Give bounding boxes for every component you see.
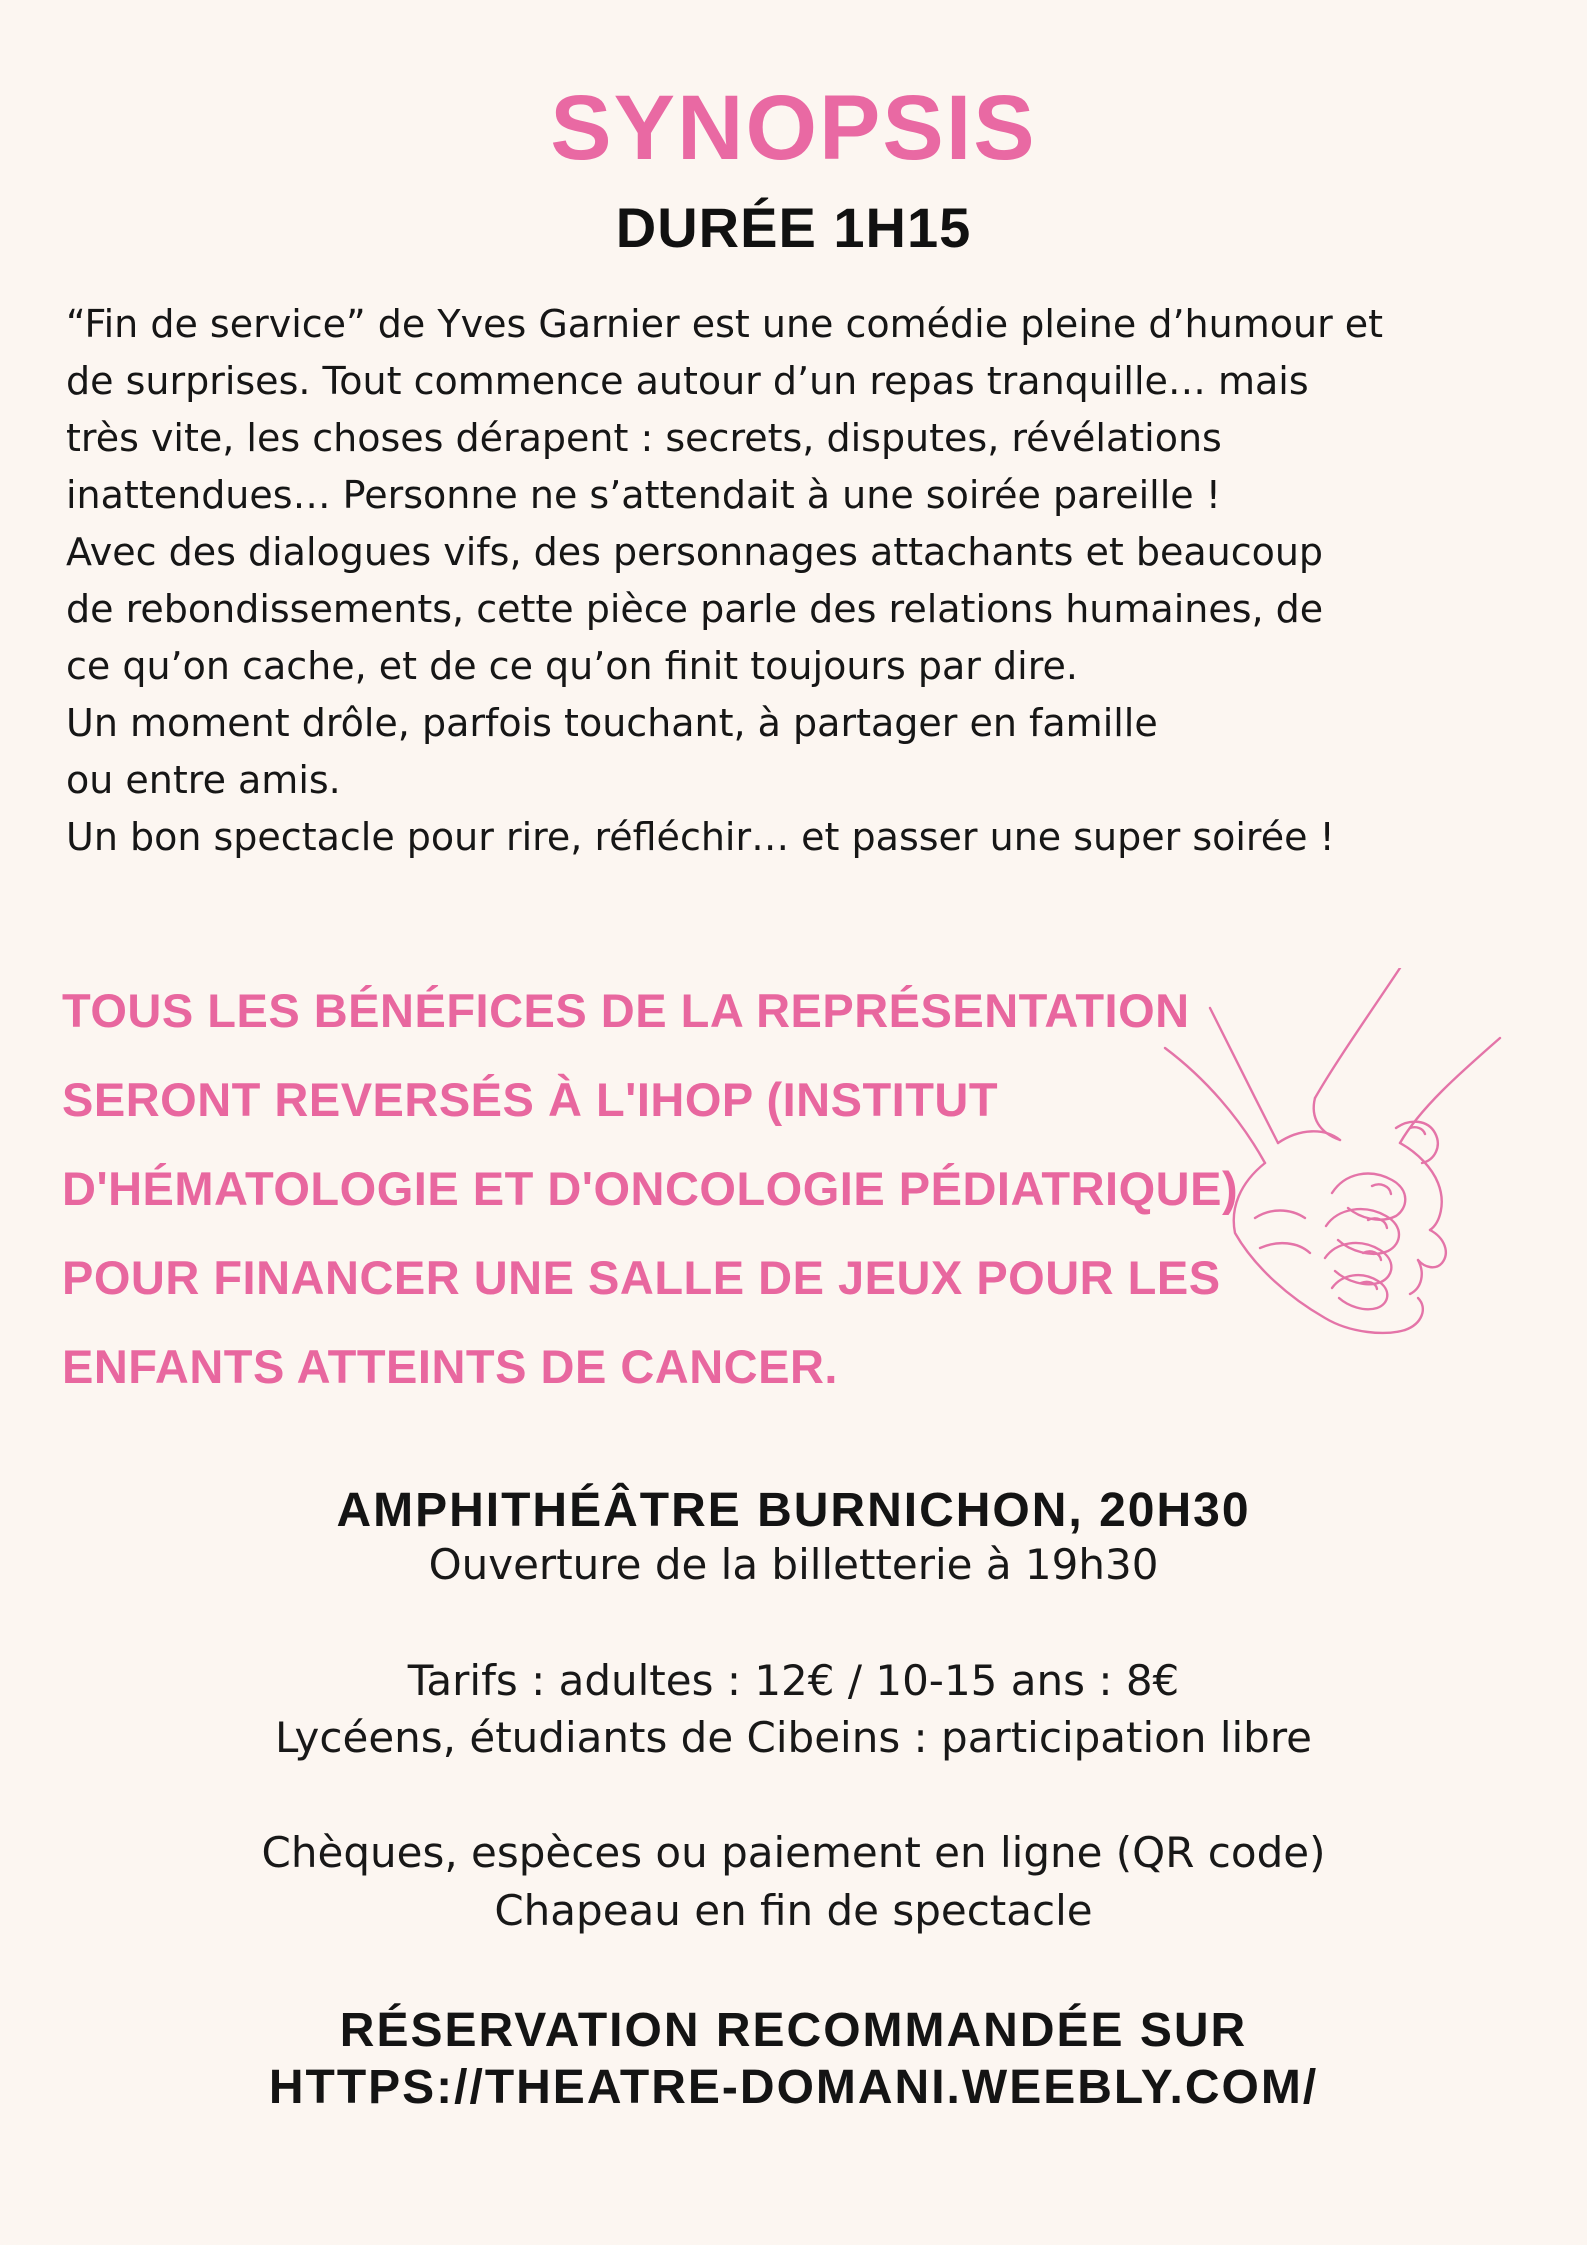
duration-subtitle: DURÉE 1H15: [615, 196, 972, 259]
synopsis-line: de rebondissements, cette pièce parle des relations humaines, de: [66, 587, 1324, 631]
synopsis-line: Un bon spectacle pour rire, réfléchir… et passer une super soirée !: [66, 815, 1335, 859]
payment-hat: Chapeau en fin de spectacle: [494, 1886, 1093, 1935]
venue-location: AMPHITHÉÂTRE BURNICHON, 20H30: [336, 1484, 1251, 1537]
synopsis-line: Avec des dialogues vifs, des personnages attachants et beaucoup: [66, 530, 1324, 574]
reservation-url[interactable]: HTTPS://THEATRE-DOMANI.WEEBLY.COM/: [268, 2061, 1319, 2114]
benefits-line: D'HÉMATOLOGIE ET D'ONCOLOGIE PÉDIATRIQUE): [62, 1162, 1239, 1215]
holding-hands-icon: [1160, 968, 1510, 1368]
benefits-line: POUR FINANCER UNE SALLE DE JEUX POUR LES: [62, 1251, 1221, 1304]
synopsis-line: Un moment drôle, parfois touchant, à partager en famille: [66, 701, 1158, 745]
synopsis-line: très vite, les choses dérapent : secrets, disputes, révélations: [66, 416, 1222, 460]
ticket-opening: Ouverture de la billetterie à 19h30: [428, 1540, 1159, 1589]
synopsis-line: “Fin de service” de Yves Garnier est une comédie pleine d’humour et: [66, 302, 1384, 346]
pricing-students: Lycéens, étudiants de Cibeins : participation libre: [275, 1713, 1312, 1762]
payment-methods: Chèques, espèces ou paiement en ligne (QR code): [261, 1828, 1326, 1877]
benefits-statement: [62, 966, 1239, 1411]
synopsis-text: [66, 296, 1536, 866]
synopsis-line: ou entre amis.: [66, 758, 341, 802]
synopsis-line: de surprises. Tout commence autour d’un repas tranquille… mais: [66, 359, 1309, 403]
pricing-adults: Tarifs : adultes : 12€ / 10-15 ans : 8€: [407, 1656, 1180, 1705]
page-title: SYNOPSIS: [550, 77, 1037, 179]
synopsis-line: inattendues… Personne ne s’attendait à une soirée pareille !: [66, 473, 1221, 517]
reservation-heading: RÉSERVATION RECOMMANDÉE SUR: [339, 2004, 1248, 2057]
benefits-line: ENFANTS ATTEINTS DE CANCER.: [62, 1340, 838, 1393]
benefits-line: SERONT REVERSÉS À L'IHOP (INSTITUT: [62, 1073, 999, 1126]
synopsis-line: ce qu’on cache, et de ce qu’on finit toujours par dire.: [66, 644, 1078, 688]
benefits-line: TOUS LES BÉNÉFICES DE LA REPRÉSENTATION: [62, 984, 1190, 1037]
